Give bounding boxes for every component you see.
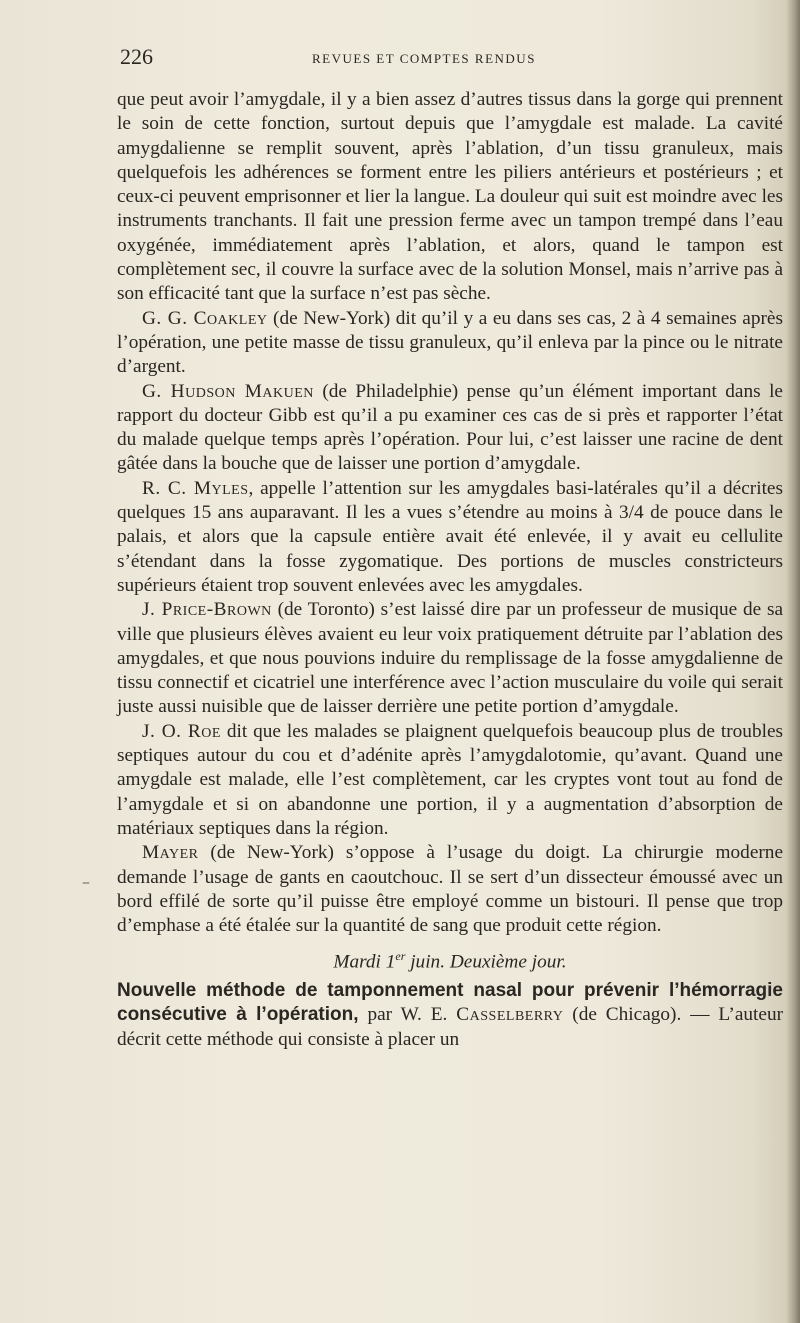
binding-shadow bbox=[786, 0, 800, 1323]
article-text: (de Chicago). — L’auteur décrit cette méthode qui consiste à placer un bbox=[117, 1004, 784, 1050]
paragraph-makuen bbox=[117, 380, 783, 477]
speaker-name: J. Price-Brown bbox=[142, 599, 272, 621]
paragraph-mayer bbox=[117, 841, 783, 938]
section-day: Mardi 1 bbox=[333, 951, 396, 973]
page-header bbox=[120, 44, 780, 78]
paragraph-text: (de New-York) dit qu’il y a eu dans ses cas, 2 à 4 semaines après l’opération, une petite masse de tissu granuleux, qu’il enleva par la pince ou le nitrate d’argent. bbox=[117, 307, 783, 378]
speaker-name: Mayer bbox=[142, 842, 199, 864]
paragraph-text: , appelle l’attention sur les amygdales basi-latérales qu’il a décrites quelques 15 ans auparavant. Il les a vues s’étendre au moins à 3/4 de pouce dans le palais, et alors que la capsule entière avait été enlevée, il y avait eu cellulite s’étendant dans la fosse zygomatique. Des portions de muscles constricteurs supérieurs étaient trop souvent enlevées avec les amygdales. bbox=[117, 477, 783, 596]
paragraph-continuation: que peut avoir l’amygdale, il y a bien assez d’autres tissus dans la gorge qui prennent le soin de cette fonction, surtout depuis que l’amygdale est malade. La cavité amygdalienne se remplit souvent, après l’ablation, d’un tissu granuleux, mais quelquefois les adhérences se forment entre les piliers antérieurs et postérieurs ; et ceux-ci peuvent emprisonner et lier la langue. La douleur qui suit est moindre avec les instruments tranchants. Il fait une pression ferme avec un tampon trempé dans l’eau oxygénée, immédiatement après l’ablation, et alors, quand le tampon est complètement sec, il couvre la surface avec de la solution Monsel, mais n’arrive pas à son efficacité tant que la surface n’est pas sèche. bbox=[117, 89, 783, 305]
section-rest: juin. Deuxième jour. bbox=[405, 951, 567, 973]
paragraph-text: (de Toronto) s’est laissé dire par un professeur de musique de sa ville que plusieurs élèves avaient eu leur voix pratiquement détruite par l’ablation des amygdales, et que nous pouvions induire du remplissage de la fosse amygdalienne de tissu connectif et cicatriel une interférence avec l’action musculaire du voile qui serait juste aussi nuisible que de laisser derrière une petite portion d’amygdale. bbox=[117, 599, 784, 718]
paragraph-price-brown bbox=[117, 598, 783, 719]
margin-mark: – bbox=[82, 872, 90, 891]
running-head: REVUES ET COMPTES RENDUS bbox=[312, 51, 536, 66]
article-title: Nouvelle méthode de tamponnement nasal pour prévenir l’hémorragie consécutive à l’opération, bbox=[117, 980, 783, 1026]
paragraph-text: (de Philadelphie) pense qu’un élément important dans le rapport du docteur Gibb est qu’il a pu examiner ces cas de si près et rapporter l’état du malade quelque temps après l’opération. Pour lui, c’est laisser une racine de dent gâtée dans la bouche que de laisser une portion d’amygdale. bbox=[117, 380, 783, 475]
speaker-name: J. O. Roe bbox=[142, 720, 221, 742]
paragraph-text: dit que les malades se plaignent quelquefois beaucoup plus de troubles septiques autour du cou et d’adénite après l’amygdalotomie, qu’avant. Quand une amygdale est malade, elle l’est complètement, car les cryptes vont tout au fond de l’amygdale et si on abandonne une portion, il y a augmentation d’absorption de matériaux septiques dans la région. bbox=[117, 720, 784, 839]
paragraph-myles bbox=[117, 477, 783, 598]
article-by: par W. E. bbox=[358, 1004, 457, 1026]
section-sup: er bbox=[395, 949, 406, 964]
article-author: Casselberry bbox=[456, 1004, 564, 1026]
page-number: 226 bbox=[120, 44, 153, 69]
article-paragraph bbox=[117, 979, 783, 1052]
speaker-name: G. G. Coakley bbox=[142, 307, 268, 329]
section-heading bbox=[117, 944, 783, 975]
speaker-name: R. C. Myles bbox=[142, 477, 249, 499]
paragraph-coakley bbox=[117, 307, 783, 380]
speaker-name: G. Hudson Makuen bbox=[142, 380, 314, 402]
paragraph-roe bbox=[117, 720, 783, 841]
body-text bbox=[117, 88, 783, 1052]
paragraph-text: (de New-York) s’oppose à l’usage du doigt. La chirurgie moderne demande l’usage de gants en caoutchouc. Il se sert d’un dissecteur émoussé avec un bord effilé de sorte qu’il puisse être employé comme un bistouri. Il pense que trop d’emphase a été étalée sur la quantité de sang que produit cette région. bbox=[117, 842, 783, 937]
